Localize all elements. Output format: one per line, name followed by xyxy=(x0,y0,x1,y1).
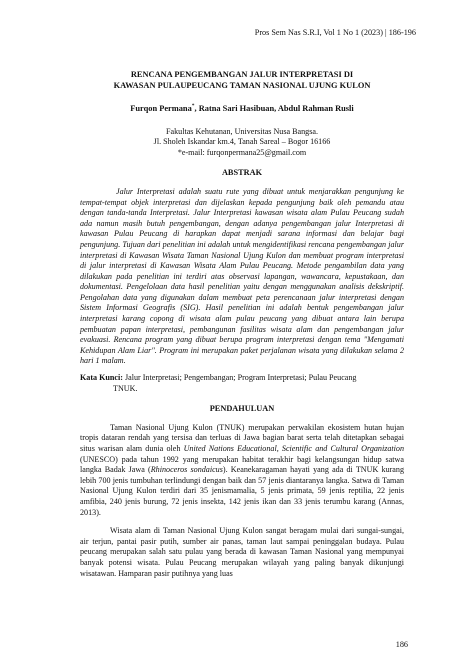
title-line-1: RENCANA PENGEMBANGAN JALUR INTERPRETASI DI xyxy=(130,70,354,79)
author-rest: , Ratna Sari Hasibuan, Abdul Rahman Rusli xyxy=(194,103,354,113)
page-number: 186 xyxy=(395,640,408,649)
keywords xyxy=(80,373,404,394)
affiliation xyxy=(80,127,404,159)
intro-paragraph-1 xyxy=(80,423,404,518)
abstract-heading: ABSTRAK xyxy=(221,168,263,178)
p1-italic-unesco: United Nations Educational, Scientific and Cultural Organization xyxy=(183,444,404,454)
intro-paragraph-2: Wisata alam di Taman Nasional Ujung Kulon sangat beragam mulai dari sungai-sungai, air terjun, pantai pasir putih, sumber air panas, taman laut sampai peninggalan budaya. Pulau peucang merupakan salah satu pulau yang berada di kawasan Taman Nasional yang mempunyai banyak potensi wisata. Pulau Peucang merupakan wilayah yang paling banyak dikunjungi wisatawan. Hamparan pasir putihnya yang luas xyxy=(80,526,404,578)
p1-part-b: (UNESCO) pada tahun 1992 yang merupakan habitat terakhir bagi kelangsungan hidup satwa langka Badak Jawa ( xyxy=(80,454,404,475)
p1-part-a: Taman Nasional Ujung Kulon (TNUK) merupakan perwakilan ekosistem hutan hujan tropis dataran rendah yang tersisa dan terluas di Jawa bagian barat serta telah ditetapkan sebagai situs warisan alam dunia oleh xyxy=(80,422,404,454)
paper-content xyxy=(80,70,404,587)
keywords-label: Kata Kunci: xyxy=(80,373,123,383)
keywords-line-1: Jalur Interpretasi; Pengembangan; Program Interpretasi; Pulau Peucang xyxy=(122,373,357,383)
author-list xyxy=(80,101,404,114)
author-first: Furqon Permana xyxy=(130,103,192,113)
title-line-2: KAWASAN PULAUPEUCANG TAMAN NASIONAL UJUNG KULON xyxy=(113,80,371,90)
paper-title xyxy=(80,70,404,91)
abstract-body xyxy=(80,187,404,367)
intro-heading: PENDAHULUAN xyxy=(209,404,275,414)
affiliation-email: *e-mail: furqonpermana25@gmail.com xyxy=(177,147,307,157)
abstract-text: Jalur Interpretasi adalah suatu rute yang dibuat untuk menjarakkan pengunjung ke tempat-tempat objek interpretasi dan dijelaskan kepada pengunjung baik oleh pemandu atau dengan tanda-tanda Interpretasi. Jalur Interpretasi kawasan wisata alam Pulau Peucang sudah ada namun masih butuh pengembangan, dengan adanya pengembangan jalur Interpretasi di kawasan Pulau Peucang di harapkan dapat menjadi sarana informasi dan belajar bagi pengunjung. Tujuan dari penelitian ini adalah untuk mengidentifikasi rencana pengembangan jalur interpretasi di Kawasan Wisata Taman Nasional Ujung Kulon dan membuat program interpretasi di jalur interpretasi di Kawasan Wisata Alam Pulau Peucang. Metode pengambilan data yang dilakukan pada penelitian ini terdiri atas observasi lapangan, wawancara, kepustakaan, dan dokumentasi. Pengelolaan data hasil penelitian yaitu dengan menggunakan analisis dekskriptif. Pengolahan data yang digunakan dalam membuat peta perencanaan jalur interpretasi dengan Sistem Informasi Geografis (SIG). Hasil penelitian ini adalah bentuk pengembangan jalur interpretasi karang copong di wisata alam pulau peucang yang dibuat antara lain berupa pembuatan papan interpretasi, pembangunan fasilitas wisata alam dan pengembangan jalur evakuasi. Rencana program yang dibuat berupa program interpretasi dengan tema "Mengamati Kehidupan Alam Liar". Program ini merupakan paket perjalanan wisata yang dilakukan selama 2 hari 1 malam. xyxy=(80,186,404,366)
p1-part-c: ). Keanekaragaman hayati yang ada di TNUK kurang lebih 700 jenis tumbuhan terlindungi dengan baik dan 57 jenis diantaranya langka. Satwa di Taman Nasional Ujung Kulon terdiri dari 35 jenismamalia, 5 jenis primata, 59 jenis reptilia, 22 jenis amfibia, 240 jenis burung, 72 jenis insekta, 142 jenis ikan dan 33 jenis terumbu karang (Annas, 2013). xyxy=(80,465,404,517)
corresponding-mark: * xyxy=(191,103,195,110)
keywords-line-2: TNUK. xyxy=(113,383,138,393)
keywords-row xyxy=(80,373,404,384)
affiliation-line-1: Fakultas Kehutanan, Universitas Nusa Bangsa. xyxy=(166,126,318,136)
p1-italic-species: Rhinoceros sondaicus xyxy=(150,465,223,475)
affiliation-line-2: Jl. Sholeh Iskandar km.4, Tanah Sareal – Bogor 16166 xyxy=(153,137,331,147)
running-head: Pros Sem Nas S.R.I, Vol 1 No 1 (2023) | 186-196 xyxy=(254,28,416,37)
